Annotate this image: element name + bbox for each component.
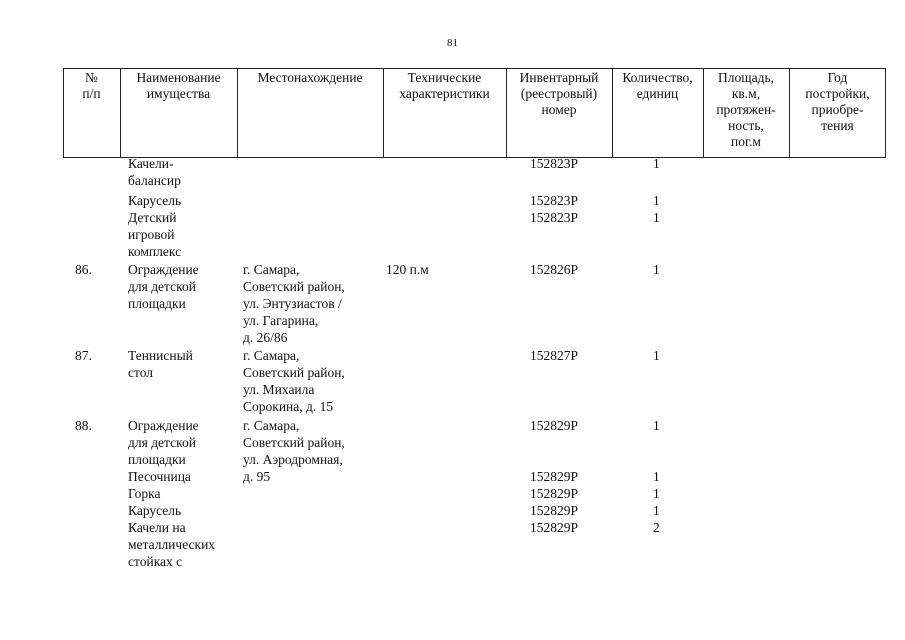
- row-name: Качели на металлических стойках с: [128, 520, 216, 569]
- row-quantity: 1: [653, 193, 660, 208]
- header-inventory: Инвентарный (реестровый) номер: [519, 70, 599, 117]
- page-number: 81: [447, 37, 458, 49]
- header-location: Местонахождение: [257, 70, 363, 85]
- row-quantity: 1: [653, 503, 660, 518]
- row-quantity: 1: [653, 210, 660, 225]
- header-divider: [237, 69, 238, 157]
- row-quantity: 1: [653, 156, 660, 171]
- row-number: 86.: [75, 262, 92, 277]
- header-divider: [612, 69, 613, 157]
- row-name: Горка: [128, 486, 161, 501]
- header-area: Площадь, кв.м, протяжен- ность, пог.м: [716, 70, 776, 149]
- row-location: г. Самара, Советский район, ул. Аэродромная, д. 95: [243, 418, 345, 484]
- header-divider: [703, 69, 704, 157]
- row-specs: 120 п.м: [386, 262, 429, 277]
- row-name: Ограждение для детской площадки: [128, 262, 199, 311]
- row-inventory: 152827Р: [530, 348, 579, 363]
- row-name: Теннисный стол: [128, 348, 193, 380]
- header-divider: [506, 69, 507, 157]
- row-quantity: 1: [653, 348, 660, 363]
- row-quantity: 1: [653, 418, 660, 433]
- header-divider: [120, 69, 121, 157]
- header-year: Год постройки, приобре- тения: [805, 70, 870, 133]
- header-divider: [789, 69, 790, 157]
- row-location: г. Самара, Советский район, ул. Энтузиастов / ул. Гагарина, д. 26/86: [243, 262, 345, 345]
- row-quantity: 1: [653, 486, 660, 501]
- header-specs: Технические характеристики: [399, 70, 490, 101]
- table-header: [63, 68, 886, 158]
- row-quantity: 2: [653, 520, 660, 535]
- row-inventory: 152829Р: [530, 418, 579, 433]
- header-quantity: Количество, единиц: [622, 70, 693, 101]
- row-quantity: 1: [653, 469, 660, 484]
- row-number: 88.: [75, 418, 92, 433]
- row-name: Карусель: [128, 193, 182, 208]
- row-inventory: 152829Р: [530, 469, 579, 484]
- header-number: № п/п: [82, 70, 101, 101]
- header-border: [885, 69, 886, 157]
- header-divider: [383, 69, 384, 157]
- header-border: [63, 69, 64, 157]
- row-name: Качели- балансир: [128, 156, 181, 188]
- row-inventory: 152823Р: [530, 193, 579, 208]
- row-inventory: 152823Р: [530, 156, 579, 171]
- row-inventory: 152826Р: [530, 262, 579, 277]
- row-inventory: 152829Р: [530, 486, 579, 501]
- row-inventory: 152829Р: [530, 520, 579, 535]
- header-name: Наименование имущества: [136, 70, 221, 101]
- row-location: г. Самара, Советский район, ул. Михаила Сорокина, д. 15: [243, 348, 345, 414]
- row-name: Ограждение для детской площадки: [128, 418, 199, 467]
- row-quantity: 1: [653, 262, 660, 277]
- row-name: Детский игровой комплекс: [128, 210, 182, 259]
- row-name: Песочница: [128, 469, 191, 484]
- row-number: 87.: [75, 348, 92, 363]
- row-name: Карусель: [128, 503, 182, 518]
- row-inventory: 152823Р: [530, 210, 579, 225]
- row-inventory: 152829Р: [530, 503, 579, 518]
